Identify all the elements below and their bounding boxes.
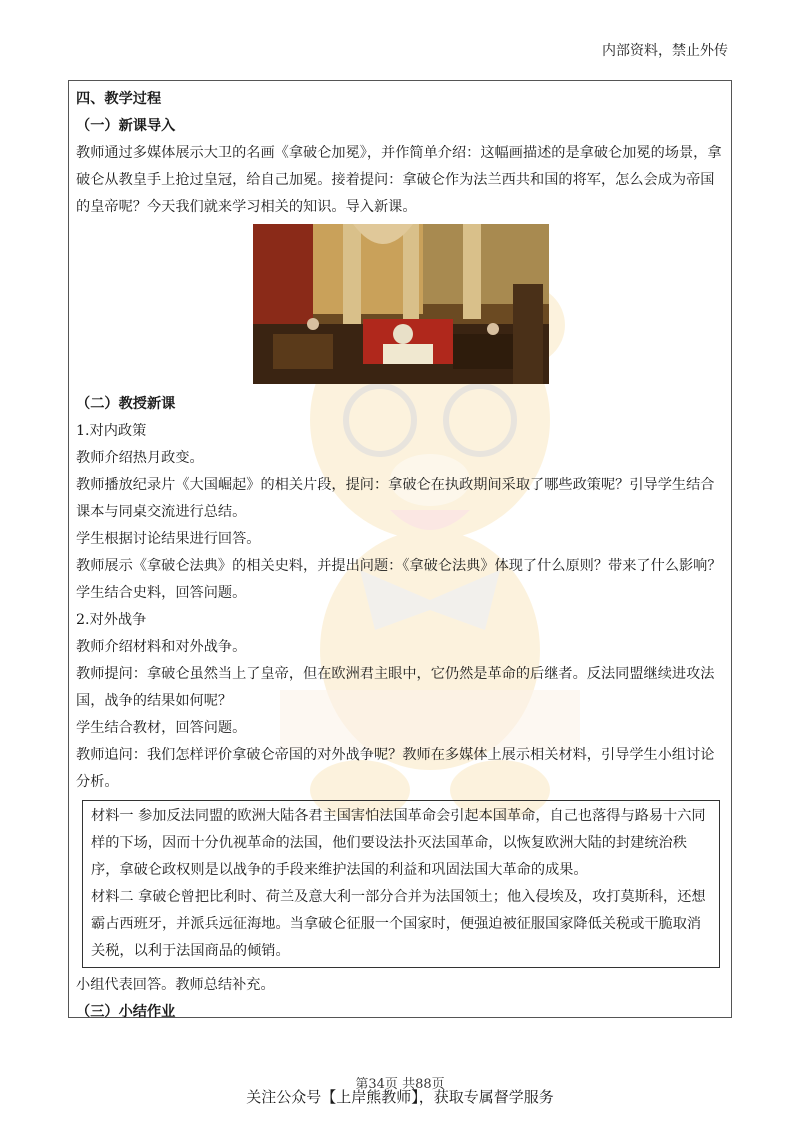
sub2-line: 教师介绍材料和对外战争。 bbox=[76, 639, 247, 655]
sub2-line: 教师追问：我们怎样评价拿破仑帝国的对外战争呢？教师在多媒体上展示相关材料，引导学生小组讨论分析。 bbox=[76, 747, 715, 790]
painting-container bbox=[76, 224, 726, 388]
sub1-line: 教师介绍热月政变。 bbox=[76, 450, 204, 466]
sub1-line: 教师展示《拿破仑法典》的相关史料，并提出问题：《拿破仑法典》体现了什么原则？带来了什么影响？学生结合史料，回答问题。 bbox=[76, 558, 722, 601]
coronation-painting-image bbox=[253, 224, 549, 384]
confidential-note: 内部资料，禁止外传 bbox=[602, 43, 728, 59]
sub1-line: 教师播放纪录片《大国崛起》的相关片段，提问：拿破仑在执政期间采取了哪些政策呢？引导学生结合课本与同桌交流进行总结。 bbox=[76, 477, 715, 520]
after-materials-line: 小组代表回答。教师总结补充。 bbox=[76, 977, 275, 993]
lesson-content bbox=[76, 86, 726, 1026]
sub2-title: 2.对外战争 bbox=[76, 612, 147, 628]
material-item: 材料一 参加反法同盟的欧洲大陆各君主国害怕法国革命会引起本国革命，自己也落得与路易十六同样的下场，因而十分仇视革命的法国，他们要设法扑灭法国革命，以恢复欧洲大陆的封建统治秩序，拿破仑政权则是以战争的手段来维护法国的利益和巩固法国大革命的成果。 bbox=[91, 808, 706, 878]
material-item: 材料二 拿破仑曾把比利时、荷兰及意大利一部分合并为法国领土；他入侵埃及，攻打莫斯科，还想霸占西班牙，并派兵远征海地。当拿破仑征服一个国家时，便强迫被征服国家降低关税或干脆取消关税，以利于法国商品的倾销。 bbox=[91, 889, 706, 959]
section-title: 四、教学过程 bbox=[76, 91, 162, 107]
sub2-line: 教师提问：拿破仑虽然当上了皇帝，但在欧洲君主眼中，它仍然是革命的后继者。反法同盟继续进攻法国，战争的结果如何呢？ bbox=[76, 666, 715, 709]
part3-heading: （三）小结作业 bbox=[76, 1004, 176, 1020]
sub2-line: 学生结合教材，回答问题。 bbox=[76, 720, 247, 736]
sub1-title: 1.对内政策 bbox=[76, 423, 147, 439]
part2-heading: （二）教授新课 bbox=[76, 396, 176, 412]
sub1-line: 学生根据讨论结果进行回答。 bbox=[76, 531, 261, 547]
footer-promo: 关注公众号【上岸熊教师】，获取专属督学服务 bbox=[246, 1088, 554, 1106]
part1-paragraph: 教师通过多媒体展示大卫的名画《拿破仑加冕》，并作简单介绍：这幅画描述的是拿破仑加冕的场景，拿破仑从教皇手上抢过皇冠，给自己加冕。接着提问：拿破仑作为法兰西共和国的将军，怎么会成为帝国的皇帝呢？今天我们就来学习相关的知识。导入新课。 bbox=[76, 145, 722, 215]
part1-heading: （一）新课导入 bbox=[76, 118, 176, 134]
page-number: 第34页 共88页 bbox=[355, 1077, 445, 1092]
materials-box bbox=[82, 800, 720, 968]
